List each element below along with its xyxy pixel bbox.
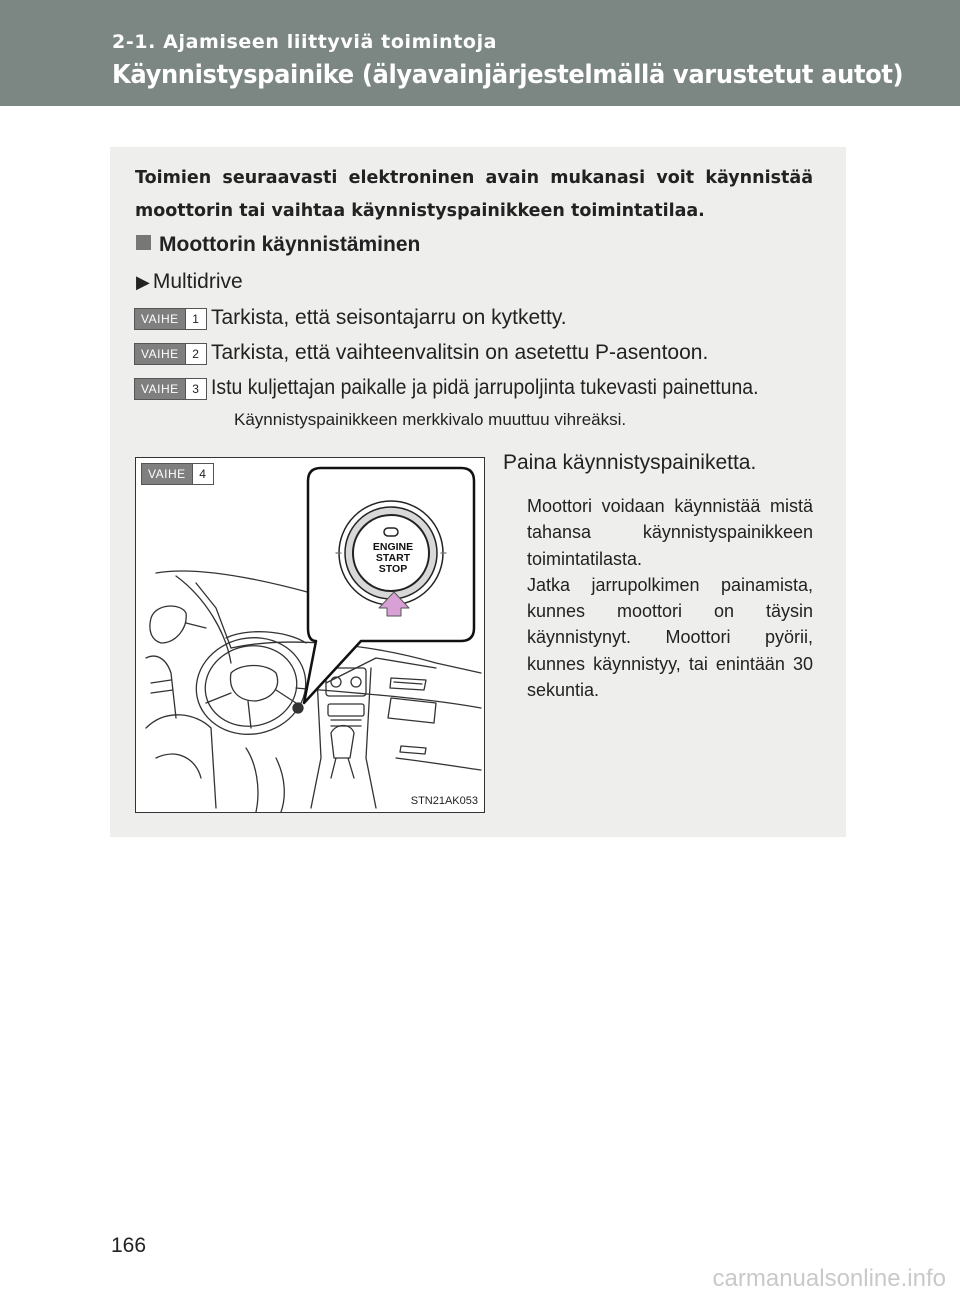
step-badge-number: 4 <box>192 464 213 484</box>
watermark: carmanualsonline.info <box>712 1265 946 1292</box>
page-number: 166 <box>111 1234 147 1257</box>
step-2-text: Tarkista, että vaihteenvalitsin on asetettu P-asentoon. <box>211 341 709 364</box>
step-4-text: Paina käynnistyspainiketta. <box>503 451 757 474</box>
section-title: 2-1. Ajamiseen liittyviä toimintoja <box>112 31 498 53</box>
step-badge-2 <box>134 343 207 365</box>
square-bullet-icon <box>136 235 151 250</box>
step-badge-number: 3 <box>185 379 206 399</box>
variant-text: Multidrive <box>152 270 243 293</box>
step-4-desc-para-2: Jatka jarrupolkimen painamista, kunnes moottori on täysin käynnistynyt. Moottori pyörii, kunnes käynnistyy, tai enintään 30 sekuntia. <box>527 574 813 701</box>
variant-label <box>136 270 243 294</box>
step-4-description <box>527 493 813 703</box>
step-badge-label: VAIHE <box>135 379 185 399</box>
page-title: Käynnistyspainike (älyavainjärjestelmällä varustetut autot) <box>112 60 904 90</box>
triangle-right-icon: ▶ <box>136 272 150 292</box>
button-label-start: START <box>375 552 411 564</box>
step-4-desc-para-1: Moottori voidaan käynnistää mistä tahansa käynnistyspainikkeen toimintatilasta. <box>527 496 813 569</box>
step-badge-4 <box>141 463 214 485</box>
step-badge-label: VAIHE <box>135 309 185 329</box>
button-label-stop: STOP <box>378 563 408 575</box>
step-badge-3 <box>134 378 207 400</box>
step-1-text: Tarkista, että seisontajarru on kytketty. <box>211 306 567 329</box>
step-badge-1 <box>134 308 207 330</box>
step-3-text: Istu kuljettajan paikalle ja pidä jarrupoljinta tukevasti painettuna. <box>211 376 759 399</box>
header-band <box>0 0 960 106</box>
step-badge-label: VAIHE <box>142 464 192 484</box>
step-badge-number: 1 <box>185 309 206 329</box>
step-badge-number: 2 <box>185 344 206 364</box>
dashboard-illustration <box>135 457 485 813</box>
intro-text: Toimien seuraavasti elektroninen avain mukanasi voit käynnistää moottorin tai vaihtaa käynnistyspainikkeen toimintatilaa. <box>135 168 813 221</box>
dashboard-drawing <box>136 458 484 812</box>
step-badge-label: VAIHE <box>135 344 185 364</box>
figure-code: STN21AK053 <box>410 795 478 807</box>
button-label-engine: ENGINE <box>372 541 414 553</box>
step-3-note: Käynnistyspainikkeen merkkivalo muuttuu vihreäksi. <box>234 410 627 429</box>
subheading-text: Moottorin käynnistäminen <box>159 233 421 256</box>
subheading <box>136 233 420 257</box>
